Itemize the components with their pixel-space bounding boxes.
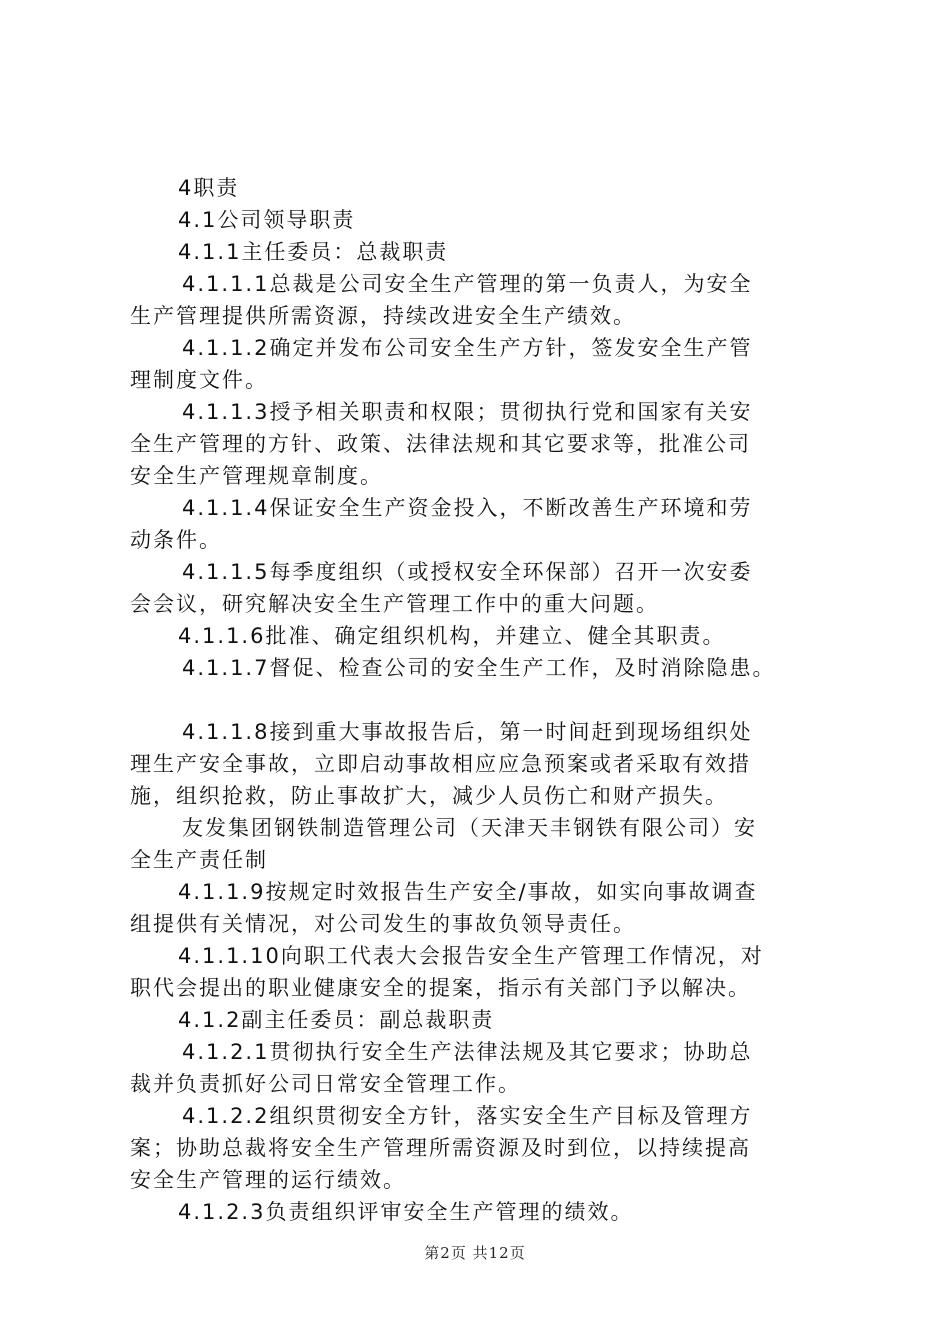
subsection-heading: 4.1公司领导职责 xyxy=(178,208,356,232)
paragraph-line: 4.1.1.5每季度组织（或授权安全环保部）召开一次安委 xyxy=(182,560,753,584)
paragraph-line: 理制度文件。 xyxy=(130,368,268,392)
paragraph-line: 4.1.2.3负责组织评审安全生产管理的绩效。 xyxy=(178,1200,634,1224)
paragraph-line: 动条件。 xyxy=(130,528,222,552)
running-header-line: 全生产责任制 xyxy=(130,848,268,872)
paragraph-line: 4.1.1.2确定并发布公司安全生产方针，签发安全生产管 xyxy=(182,336,753,360)
running-header-line: 友发集团钢铁制造管理公司（天津天丰钢铁有限公司）安 xyxy=(182,816,757,840)
paragraph-line: 4.1.1.8接到重大事故报告后，第一时间赶到现场组织处 xyxy=(182,720,753,744)
paragraph-line: 4.1.1.1总裁是公司安全生产管理的第一负责人，为安全 xyxy=(182,272,753,296)
paragraph-line: 安全生产管理规章制度。 xyxy=(130,464,383,488)
paragraph-line: 生产管理提供所需资源，持续改进安全生产绩效。 xyxy=(130,304,636,328)
paragraph-line: 施，组织抢救，防止事故扩大，减少人员伤亡和财产损失。 xyxy=(130,784,728,808)
page-number-footer: 第2页 共12页 xyxy=(424,1244,526,1262)
paragraph-line: 理生产安全事故，立即启动事故相应应急预案或者采取有效措 xyxy=(130,752,751,776)
paragraph-line: 4.1.1.10向职工代表大会报告安全生产管理工作情况，对 xyxy=(178,944,764,968)
paragraph-line: 会会议，研究解决安全生产管理工作中的重大问题。 xyxy=(130,592,659,616)
paragraph-line: 案；协助总裁将安全生产管理所需资源及时到位，以持续提高 xyxy=(130,1136,751,1160)
subsection-heading: 4.1.2副主任委员：副总裁职责 xyxy=(178,1008,495,1032)
section-heading: 4职责 xyxy=(178,176,240,200)
paragraph-line: 4.1.1.7督促、检查公司的安全生产工作，及时消除隐患。 xyxy=(182,656,776,680)
paragraph-line: 职代会提出的职业健康安全的提案，指示有关部门予以解决。 xyxy=(130,976,751,1000)
blank-line xyxy=(130,684,840,716)
paragraph-line: 4.1.1.4保证安全生产资金投入，不断改善生产环境和劳 xyxy=(182,496,753,520)
subsection-heading: 4.1.1主任委员：总裁职责 xyxy=(178,240,449,264)
paragraph-line: 4.1.2.1贯彻执行安全生产法律法规及其它要求；协助总 xyxy=(182,1040,753,1064)
paragraph-line: 裁并负责抓好公司日常安全管理工作。 xyxy=(130,1072,521,1096)
paragraph-line: 组提供有关情况，对公司发生的事故负领导责任。 xyxy=(130,912,636,936)
paragraph-line: 4.1.1.3授予相关职责和权限；贯彻执行党和国家有关安 xyxy=(182,400,753,424)
document-body xyxy=(130,172,840,1228)
paragraph-line: 4.1.2.2组织贯彻安全方针，落实安全生产目标及管理方 xyxy=(182,1104,753,1128)
paragraph-line: 4.1.1.6批准、确定组织机构，并建立、健全其职责。 xyxy=(178,624,726,648)
paragraph-line: 4.1.1.9按规定时效报告生产安全/事故，如实向事故调查 xyxy=(178,880,758,904)
paragraph-line: 安全生产管理的运行绩效。 xyxy=(130,1168,406,1192)
paragraph-line: 全生产管理的方针、政策、法律法规和其它要求等，批准公司 xyxy=(130,432,751,456)
